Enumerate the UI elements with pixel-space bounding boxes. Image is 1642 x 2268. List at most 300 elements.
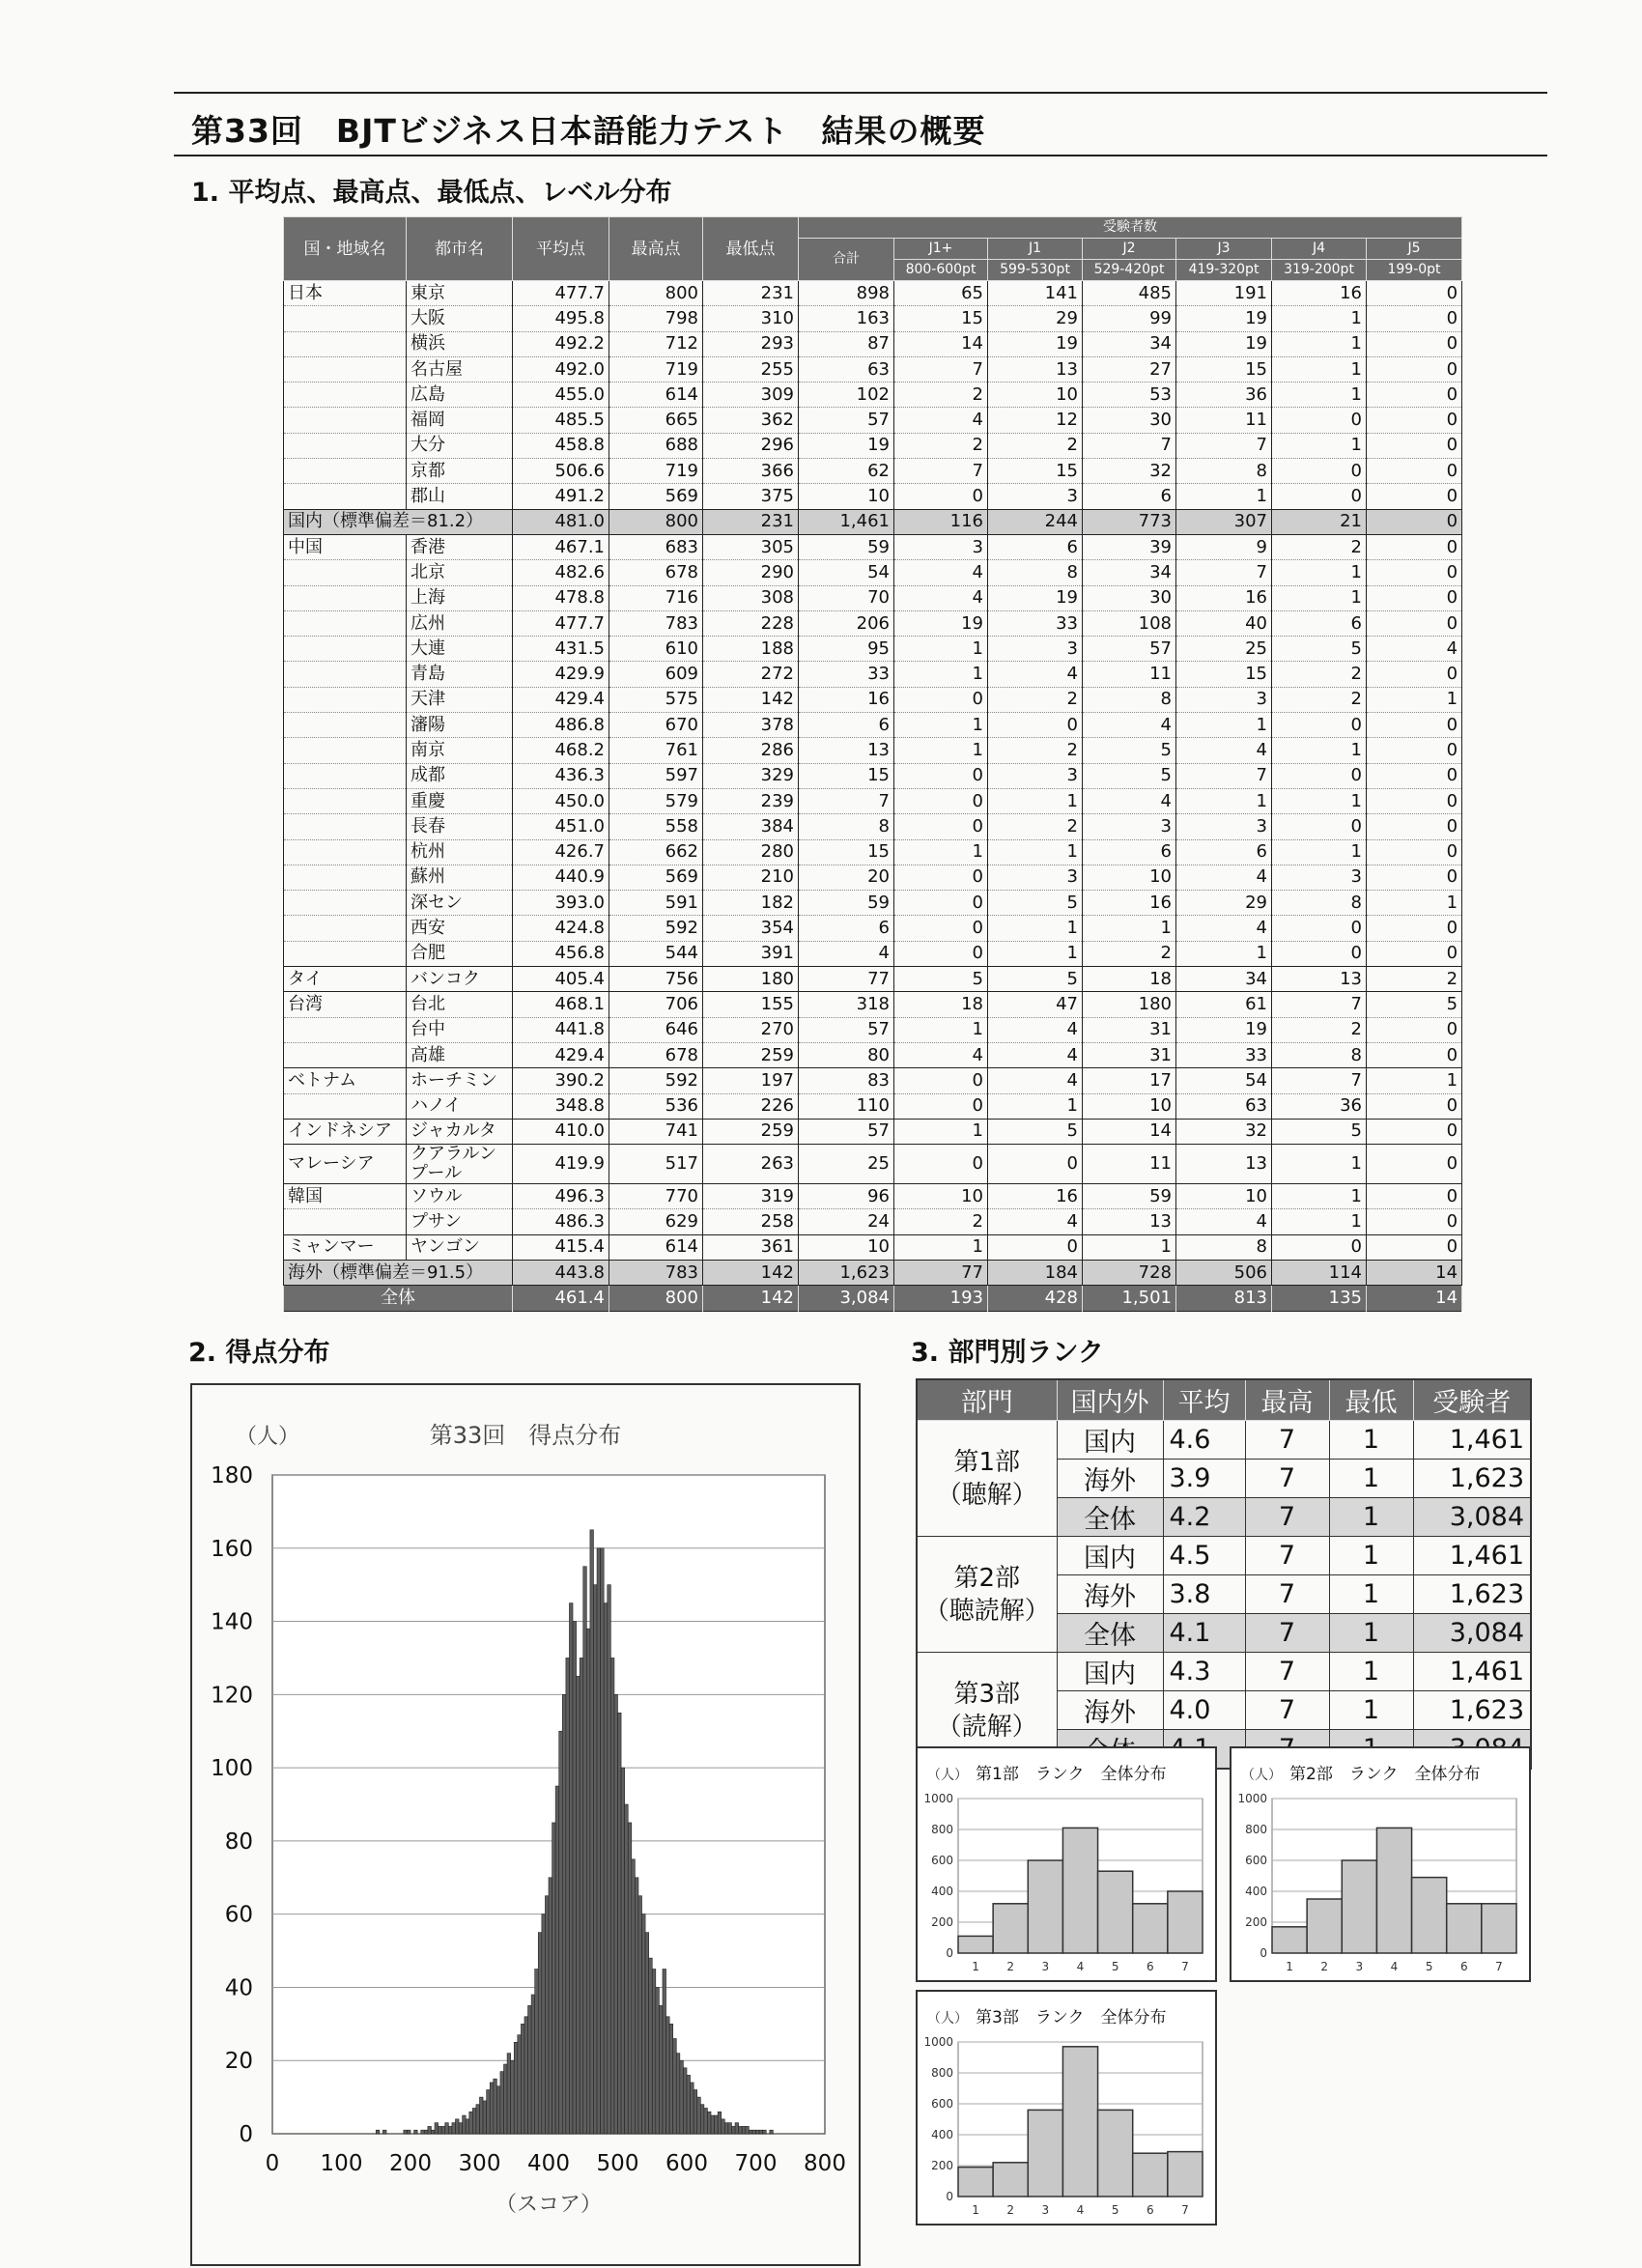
histogram-bar	[428, 2126, 432, 2134]
part3-rank-svg	[918, 1992, 1215, 2224]
max-cell: 517	[609, 1145, 703, 1184]
j1-cell: 244	[988, 509, 1083, 534]
total-cell: 59	[799, 534, 894, 559]
x-tick-label: 3	[1041, 1960, 1050, 1973]
table-row	[284, 839, 1462, 865]
y-axis-unit: （人）	[1241, 1768, 1282, 1783]
j1plus-cell: 0	[894, 941, 988, 966]
j1plus-cell: 1	[894, 637, 988, 662]
x-tick-label: 3	[1355, 1960, 1364, 1973]
j2-cell: 4	[1083, 788, 1176, 813]
min-cell: 378	[703, 713, 799, 738]
histogram-bar	[697, 2097, 701, 2134]
histogram-bar	[552, 1823, 556, 2134]
max-cell: 741	[609, 1119, 703, 1144]
y-tick-label: 160	[211, 1536, 253, 1562]
table-row	[284, 331, 1462, 356]
score-distribution-chart	[190, 1383, 861, 2266]
min-cell: 142	[703, 1286, 799, 1311]
histogram-bar	[763, 2130, 767, 2134]
j4-cell: 1	[1272, 1184, 1367, 1209]
table-row	[284, 1093, 1462, 1119]
max-cell: 7	[1245, 1537, 1329, 1575]
part3-rank-chart	[916, 1990, 1217, 2225]
histogram-bar	[562, 1694, 566, 2134]
city-cell: ホーチミン	[407, 1068, 513, 1093]
j2-cell: 14	[1083, 1119, 1176, 1144]
average-cell: 477.7	[513, 281, 609, 306]
histogram-bar	[645, 1933, 649, 2134]
histogram-bar	[504, 2064, 508, 2134]
header-level-range: 800-600pt	[894, 260, 988, 281]
table-row	[284, 916, 1462, 941]
x-tick-label: 5	[1425, 1960, 1433, 1973]
max-cell: 569	[609, 865, 703, 890]
j5-cell: 0	[1367, 941, 1462, 966]
table-row	[284, 687, 1462, 712]
j1-cell: 10	[988, 383, 1083, 408]
j3-cell: 19	[1176, 331, 1272, 356]
j2-cell: 16	[1083, 891, 1176, 916]
average-cell: 477.7	[513, 610, 609, 636]
j2-cell: 4	[1083, 713, 1176, 738]
header-level-range: 599-530pt	[988, 260, 1083, 281]
y-tick-label: 200	[931, 1915, 953, 1929]
j4-cell: 7	[1272, 992, 1367, 1017]
city-cell: ジャカルタ	[407, 1119, 513, 1144]
histogram-bar	[439, 2126, 442, 2134]
header-level-name: J5	[1367, 239, 1462, 260]
histogram-bar	[494, 2079, 497, 2134]
average-cell: 491.2	[513, 484, 609, 509]
max-cell: 770	[609, 1184, 703, 1209]
x-tick-label: 4	[1076, 1960, 1085, 1973]
j2-cell: 53	[1083, 383, 1176, 408]
rank-header: 国内外	[1057, 1379, 1163, 1421]
city-cell: 名古屋	[407, 356, 513, 382]
header-level-name: J1+	[894, 239, 988, 260]
j3-cell: 36	[1176, 383, 1272, 408]
j1-cell: 4	[988, 1209, 1083, 1234]
min-cell: 319	[703, 1184, 799, 1209]
max-cell: 614	[609, 1234, 703, 1260]
city-cell: 上海	[407, 585, 513, 610]
average-cell: 451.0	[513, 814, 609, 839]
j4-cell: 5	[1272, 637, 1367, 662]
city-cell: 重慶	[407, 788, 513, 813]
average-cell: 390.2	[513, 1068, 609, 1093]
rank-bar	[1376, 1828, 1411, 1953]
min-cell: 188	[703, 637, 799, 662]
total-cell: 13	[799, 738, 894, 763]
j3-cell: 54	[1176, 1068, 1272, 1093]
average-cell: 429.9	[513, 662, 609, 687]
average-cell: 441.8	[513, 1017, 609, 1042]
region-cell	[284, 383, 407, 408]
scope-cell: 海外	[1057, 1691, 1163, 1730]
histogram-bar	[694, 2090, 697, 2134]
y-tick-label: 800	[931, 1823, 953, 1836]
j1plus-cell: 116	[894, 509, 988, 534]
table-row	[284, 1017, 1462, 1042]
y-tick-label: 140	[211, 1609, 253, 1635]
j4-cell: 2	[1272, 662, 1367, 687]
max-cell: 706	[609, 992, 703, 1017]
histogram-bar	[718, 2112, 722, 2134]
subtotal-row	[284, 1260, 1462, 1285]
max-cell: 7	[1245, 1614, 1329, 1653]
j5-cell: 0	[1367, 306, 1462, 331]
j1plus-cell: 10	[894, 1184, 988, 1209]
city-cell: 大分	[407, 433, 513, 458]
histogram-bar	[691, 2083, 694, 2134]
rank-bar	[1098, 2110, 1133, 2197]
city-cell: 東京	[407, 281, 513, 306]
min-cell: 1	[1329, 1421, 1413, 1460]
j5-cell: 0	[1367, 916, 1462, 941]
j4-cell: 1	[1272, 738, 1367, 763]
x-tick-label: 5	[1111, 2203, 1119, 2217]
j4-cell: 1	[1272, 788, 1367, 813]
min-cell: 375	[703, 484, 799, 509]
j1-cell: 4	[988, 1068, 1083, 1093]
j4-cell: 3	[1272, 865, 1367, 890]
j5-cell: 0	[1367, 331, 1462, 356]
histogram-bar	[628, 1823, 632, 2134]
j3-cell: 7	[1176, 763, 1272, 788]
x-tick-label: 500	[596, 2151, 639, 2176]
city-cell: 台北	[407, 992, 513, 1017]
part-name-cell	[917, 1537, 1057, 1653]
region-cell	[284, 662, 407, 687]
city-cell: 台中	[407, 1017, 513, 1042]
min-cell: 182	[703, 891, 799, 916]
average-cell: 436.3	[513, 763, 609, 788]
min-cell: 280	[703, 839, 799, 865]
histogram-bar	[535, 1970, 539, 2135]
y-tick-label: 600	[931, 1854, 953, 1867]
j4-cell: 2	[1272, 534, 1367, 559]
total-cell: 57	[799, 1119, 894, 1144]
j1plus-cell: 0	[894, 1145, 988, 1184]
j5-cell: 1	[1367, 1068, 1462, 1093]
total-cell: 163	[799, 306, 894, 331]
max-cell: 544	[609, 941, 703, 966]
histogram-bar	[414, 2130, 418, 2134]
average-cell: 3.9	[1163, 1460, 1245, 1498]
histogram-bar	[586, 1629, 590, 2134]
max-cell: 662	[609, 839, 703, 865]
j1-cell: 5	[988, 1119, 1083, 1144]
j2-cell: 27	[1083, 356, 1176, 382]
max-cell: 678	[609, 1042, 703, 1067]
j4-cell: 1	[1272, 1145, 1367, 1184]
total-cell: 57	[799, 408, 894, 433]
city-cell: 横浜	[407, 331, 513, 356]
average-cell: 482.6	[513, 560, 609, 585]
city-cell: ハノイ	[407, 1093, 513, 1119]
average-cell: 485.5	[513, 408, 609, 433]
j3-cell: 3	[1176, 814, 1272, 839]
max-cell: 569	[609, 484, 703, 509]
region-cell	[284, 941, 407, 966]
city-cell: 西安	[407, 916, 513, 941]
j1plus-cell: 0	[894, 1093, 988, 1119]
j3-cell: 25	[1176, 637, 1272, 662]
y-tick-label: 120	[211, 1683, 253, 1709]
max-cell: 665	[609, 408, 703, 433]
average-cell: 478.8	[513, 585, 609, 610]
chart-title: 第3部 ランク 全体分布	[976, 2008, 1167, 2027]
header-examinees: 受験者数	[799, 217, 1462, 239]
histogram-bar	[669, 2024, 673, 2134]
histogram-bar	[749, 2130, 752, 2134]
histogram-bar	[524, 2017, 528, 2134]
histogram-bar	[452, 2123, 456, 2134]
average-cell: 481.0	[513, 509, 609, 534]
max-cell: 688	[609, 433, 703, 458]
rank-bar	[1482, 1904, 1516, 1953]
histogram-bar	[545, 1896, 549, 2134]
j3-cell: 32	[1176, 1119, 1272, 1144]
j2-cell: 32	[1083, 459, 1176, 484]
min-cell: 296	[703, 433, 799, 458]
max-cell: 610	[609, 637, 703, 662]
j3-cell: 4	[1176, 1209, 1272, 1234]
min-cell: 361	[703, 1234, 799, 1260]
histogram-bar	[683, 2068, 687, 2134]
j1-cell: 0	[988, 1234, 1083, 1260]
j2-cell: 8	[1083, 687, 1176, 712]
y-tick-label: 80	[224, 1829, 253, 1855]
histogram-bar	[752, 2130, 756, 2134]
j2-cell: 11	[1083, 1145, 1176, 1184]
histogram-bar	[580, 1658, 583, 2134]
histogram-bar	[500, 2072, 504, 2134]
max-cell: 7	[1245, 1421, 1329, 1460]
min-cell: 142	[703, 687, 799, 712]
min-cell: 258	[703, 1209, 799, 1234]
average-cell: 467.1	[513, 534, 609, 559]
average-cell: 468.2	[513, 738, 609, 763]
j1plus-cell: 1	[894, 738, 988, 763]
city-cell: 広州	[407, 610, 513, 636]
x-axis-label: （スコア）	[495, 2193, 603, 2217]
total-cell: 7	[799, 788, 894, 813]
rank-bar	[1062, 1828, 1097, 1953]
x-tick-label: 300	[458, 2151, 501, 2176]
total-cell: 206	[799, 610, 894, 636]
j2-cell: 10	[1083, 865, 1176, 890]
rank-bar	[1098, 1871, 1133, 1953]
histogram-bar	[528, 2005, 532, 2134]
j1plus-cell: 7	[894, 459, 988, 484]
j1-cell: 12	[988, 408, 1083, 433]
y-tick-label: 400	[1245, 1885, 1267, 1898]
j1plus-cell: 0	[894, 916, 988, 941]
max-cell: 7	[1245, 1498, 1329, 1537]
min-cell: 366	[703, 459, 799, 484]
j3-cell: 19	[1176, 1017, 1272, 1042]
j5-cell: 0	[1367, 763, 1462, 788]
j4-cell: 1	[1272, 433, 1367, 458]
histogram-bar	[666, 2017, 670, 2134]
histogram-bar	[608, 1585, 611, 2134]
j5-cell: 0	[1367, 610, 1462, 636]
section-2-title: 2. 得点分布	[188, 1338, 330, 1368]
total-cell: 59	[799, 891, 894, 916]
j3-cell: 4	[1176, 738, 1272, 763]
j5-cell: 0	[1367, 788, 1462, 813]
j4-cell: 114	[1272, 1260, 1367, 1285]
min-cell: 263	[703, 1145, 799, 1184]
j4-cell: 1	[1272, 356, 1367, 382]
max-cell: 800	[609, 509, 703, 534]
j1-cell: 13	[988, 356, 1083, 382]
rank-header: 部門	[917, 1379, 1057, 1421]
city-cell: 長春	[407, 814, 513, 839]
j3-cell: 15	[1176, 356, 1272, 382]
histogram-bar	[632, 1859, 636, 2134]
region-cell: タイ	[284, 967, 407, 992]
j2-cell: 18	[1083, 967, 1176, 992]
histogram-bar	[724, 2123, 728, 2134]
total-cell: 57	[799, 1017, 894, 1042]
j2-cell: 7	[1083, 433, 1176, 458]
total-cell: 19	[799, 433, 894, 458]
title-rule	[174, 155, 1547, 156]
rank-bar	[993, 2163, 1028, 2197]
j4-cell: 0	[1272, 916, 1367, 941]
j5-cell: 1	[1367, 891, 1462, 916]
table-row	[284, 662, 1462, 687]
histogram-bar	[583, 1567, 587, 2134]
y-tick-label: 0	[946, 1946, 953, 1960]
j2-cell: 1	[1083, 1234, 1176, 1260]
x-tick-label: 4	[1076, 2203, 1085, 2217]
table-row	[284, 814, 1462, 839]
part1-rank-svg	[918, 1748, 1215, 1980]
max-cell: 7	[1245, 1653, 1329, 1691]
chart-title: 第33回 得点分布	[429, 1422, 622, 1449]
part2-rank-svg	[1232, 1748, 1529, 1980]
histogram-bar	[448, 2126, 452, 2134]
j5-cell: 1	[1367, 687, 1462, 712]
x-tick-label: 4	[1390, 1960, 1399, 1973]
city-cell: プサン	[407, 1209, 513, 1234]
histogram-bar	[521, 2024, 524, 2134]
header-average: 平均点	[513, 217, 609, 281]
histogram-bar	[459, 2123, 463, 2134]
histogram-bar	[746, 2126, 750, 2134]
rank-bar	[993, 1904, 1028, 1953]
j1plus-cell: 1	[894, 1017, 988, 1042]
j4-cell: 0	[1272, 763, 1367, 788]
table-row	[284, 1184, 1462, 1209]
page-title: 第33回 BJTビジネス日本語能力テスト 結果の概要	[191, 112, 986, 150]
j2-cell: 3	[1083, 814, 1176, 839]
j3-cell: 34	[1176, 967, 1272, 992]
part-subtitle: （読解）	[936, 1712, 1037, 1742]
table-row	[284, 891, 1462, 916]
j5-cell: 0	[1367, 1093, 1462, 1119]
average-cell: 429.4	[513, 1042, 609, 1067]
rank-header: 平均	[1163, 1379, 1245, 1421]
part1-rank-chart	[916, 1746, 1217, 1982]
city-cell: クアラルンプール	[407, 1145, 513, 1184]
x-tick-label: 400	[527, 2151, 570, 2176]
j1-cell: 8	[988, 560, 1083, 585]
j1-cell: 4	[988, 1017, 1083, 1042]
examinees-cell: 3,084	[1413, 1614, 1531, 1653]
j1-cell: 15	[988, 459, 1083, 484]
j3-cell: 19	[1176, 306, 1272, 331]
j5-cell: 0	[1367, 1042, 1462, 1067]
x-tick-label: 6	[1459, 1960, 1468, 1973]
histogram-bar	[590, 1530, 594, 2134]
j1plus-cell: 0	[894, 1068, 988, 1093]
region-cell	[284, 433, 407, 458]
min-cell: 310	[703, 306, 799, 331]
j3-cell: 8	[1176, 1234, 1272, 1260]
j1-cell: 6	[988, 534, 1083, 559]
x-tick-label: 1	[1286, 1960, 1293, 1973]
j3-cell: 13	[1176, 1145, 1272, 1184]
table-row	[284, 585, 1462, 610]
j1-cell: 29	[988, 306, 1083, 331]
rank-bar	[1133, 2153, 1168, 2197]
y-tick-label: 0	[239, 2122, 253, 2147]
j1plus-cell: 4	[894, 585, 988, 610]
j5-cell: 0	[1367, 585, 1462, 610]
max-cell: 800	[609, 281, 703, 306]
j5-cell: 0	[1367, 839, 1462, 865]
j5-cell: 0	[1367, 1017, 1462, 1042]
j1-cell: 19	[988, 585, 1083, 610]
min-cell: 1	[1329, 1614, 1413, 1653]
average-cell: 461.4	[513, 1286, 609, 1311]
y-tick-label: 40	[224, 1975, 253, 2001]
min-cell: 354	[703, 916, 799, 941]
j1plus-cell: 193	[894, 1286, 988, 1311]
part-name: 第2部	[953, 1563, 1021, 1593]
city-cell: 福岡	[407, 408, 513, 433]
j1-cell: 3	[988, 637, 1083, 662]
min-cell: 272	[703, 662, 799, 687]
examinees-cell: 1,461	[1413, 1421, 1531, 1460]
total-cell: 6	[799, 713, 894, 738]
total-cell: 87	[799, 331, 894, 356]
city-cell: 瀋陽	[407, 713, 513, 738]
y-axis-unit: （人）	[927, 2011, 968, 2027]
j5-cell: 4	[1367, 637, 1462, 662]
j5-cell: 0	[1367, 713, 1462, 738]
total-cell: 95	[799, 637, 894, 662]
part-name-cell	[917, 1421, 1057, 1537]
header-level-name: J3	[1176, 239, 1272, 260]
min-cell: 180	[703, 967, 799, 992]
j1-cell: 0	[988, 1145, 1083, 1184]
j1plus-cell: 2	[894, 1209, 988, 1234]
rank-row	[917, 1537, 1531, 1575]
header-level-name: J1	[988, 239, 1083, 260]
y-tick-label: 600	[1245, 1854, 1267, 1867]
j1plus-cell: 77	[894, 1260, 988, 1285]
examinees-cell: 1,461	[1413, 1653, 1531, 1691]
j4-cell: 7	[1272, 1068, 1367, 1093]
j1-cell: 5	[988, 967, 1083, 992]
j1-cell: 3	[988, 865, 1083, 890]
